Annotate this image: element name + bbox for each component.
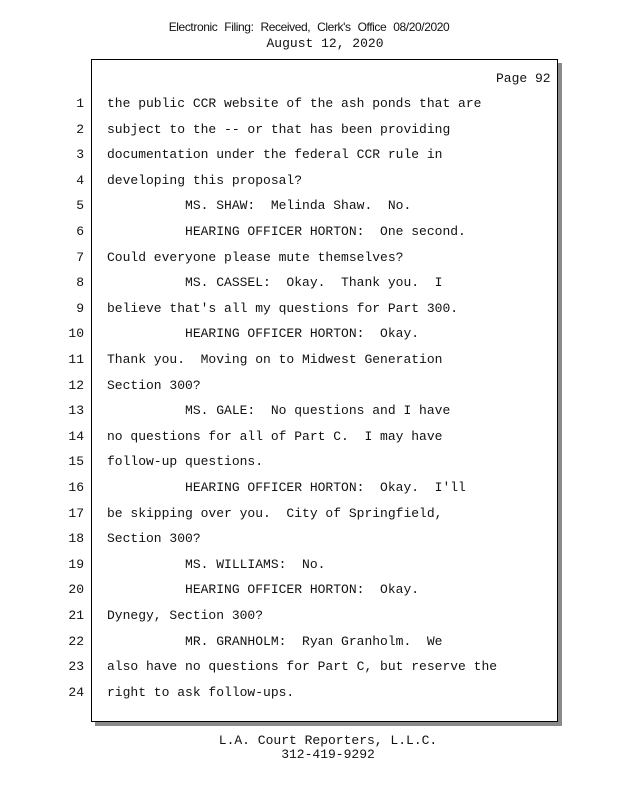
transcript-line: Thank you. Moving on to Midwest Generation — [107, 352, 443, 367]
transcript-line: HEARING OFFICER HORTON: Okay. — [107, 582, 420, 597]
transcript-line: the public CCR website of the ash ponds that are — [107, 96, 482, 111]
transcript-line: also have no questions for Part C, but reserve the — [107, 659, 498, 674]
line-number: 7 — [76, 250, 84, 265]
transcript-line: right to ask follow-ups. — [107, 685, 295, 700]
transcript-line: MS. SHAW: Melinda Shaw. No. — [107, 198, 412, 213]
line-number: 23 — [68, 659, 84, 674]
line-number: 13 — [68, 403, 84, 418]
transcript-line: documentation under the federal CCR rule in — [107, 147, 443, 162]
line-number: 22 — [68, 634, 84, 649]
filing-stamp: Electronic Filing: Received, Clerk's Office 08/20/2020 — [168, 20, 450, 34]
transcript-line: HEARING OFFICER HORTON: Okay. — [107, 326, 420, 341]
line-number: 24 — [68, 685, 84, 700]
line-number: 16 — [68, 480, 84, 495]
transcript-line: Dynegy, Section 300? — [107, 608, 264, 623]
line-number: 17 — [68, 506, 84, 521]
line-number: 1 — [76, 96, 84, 111]
transcript-line: Section 300? — [107, 531, 201, 546]
line-number: 14 — [68, 429, 84, 444]
line-number: 8 — [76, 275, 84, 290]
transcript-line: be skipping over you. City of Springfield, — [107, 506, 443, 521]
line-number: 12 — [68, 378, 84, 393]
transcript-line: MS. CASSEL: Okay. Thank you. I — [107, 275, 443, 290]
line-number: 11 — [68, 352, 84, 367]
reporter-phone: 312-419-9292 — [281, 747, 375, 762]
line-number: 10 — [68, 326, 84, 341]
transcript-line: Could everyone please mute themselves? — [107, 250, 404, 265]
transcript-line: MR. GRANHOLM: Ryan Granholm. We — [107, 634, 443, 649]
transcript-line: Section 300? — [107, 378, 201, 393]
reporter-company: L.A. Court Reporters, L.L.C. — [218, 733, 438, 748]
page-number: Page 92 — [496, 71, 551, 86]
line-number: 18 — [68, 531, 84, 546]
transcript-line: subject to the -- or that has been providing — [107, 122, 451, 137]
transcript-line: no questions for all of Part C. I may have — [107, 429, 443, 444]
transcript-line: MS. WILLIAMS: No. — [107, 557, 326, 572]
line-number: 9 — [76, 301, 84, 316]
transcript-line: believe that's all my questions for Part 300. — [107, 301, 459, 316]
line-number: 3 — [76, 147, 84, 162]
line-number: 15 — [68, 454, 84, 469]
transcript-date: August 12, 2020 — [266, 36, 384, 51]
transcript-line: follow-up questions. — [107, 454, 264, 469]
line-number: 2 — [76, 122, 84, 137]
transcript-line: HEARING OFFICER HORTON: Okay. I'll — [107, 480, 466, 495]
transcript-line: developing this proposal? — [107, 173, 303, 188]
line-number: 21 — [68, 608, 84, 623]
line-number: 19 — [68, 557, 84, 572]
line-number: 20 — [68, 582, 84, 597]
line-number: 4 — [76, 173, 84, 188]
line-number: 5 — [76, 198, 84, 213]
line-number: 6 — [76, 224, 84, 239]
transcript-line: HEARING OFFICER HORTON: One second. — [107, 224, 466, 239]
transcript-line: MS. GALE: No questions and I have — [107, 403, 451, 418]
